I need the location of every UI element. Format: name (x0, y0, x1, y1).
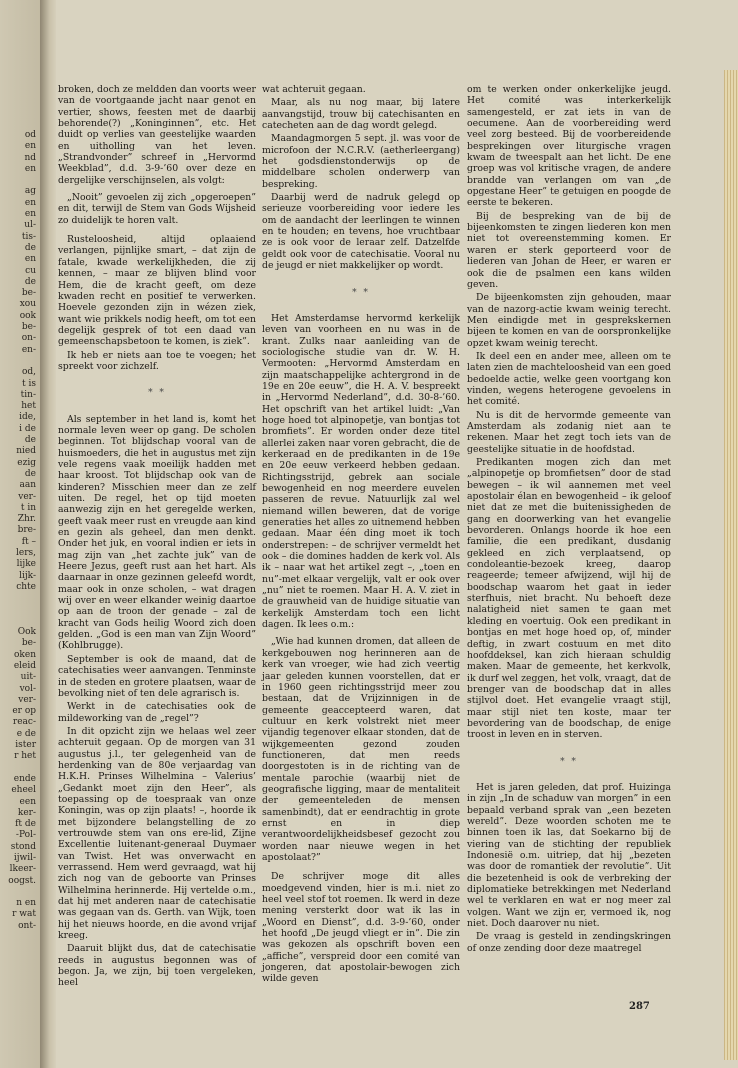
margin-fragment: de (24, 468, 36, 479)
margin-fragment: be- (21, 288, 36, 299)
margin-fragment: de (24, 276, 36, 287)
margin-fragment: ister (15, 740, 36, 751)
margin-fragment: od, (21, 367, 36, 378)
margin-fragment: en (24, 141, 36, 152)
margin-fragment: -Pol- (15, 830, 36, 841)
margin-fragment: ont- (18, 920, 36, 931)
margin-fragment (0, 604, 40, 615)
margin-fragment: oken (14, 649, 36, 660)
margin-fragment: ker- (17, 807, 36, 818)
margin-fragment: r het (14, 751, 36, 762)
text-column-2 (262, 84, 460, 987)
quoted-paragraph: „Wie had kunnen dromen, dat alleen de kerkgebouwen nog herinneren aan de kerk van vroeger, wie had zich veertig jaar geleden kunnen voorstellen, dat er in 1960 geen richtingsstrijd meer zou bestaan, dat de Vrijzinnigen in de gemeente geaccepteerd waren, dat cultuur en kerk volstrekt niet meer vijandig tegenover elkaar stonden, dat de wijkgemeenten gezond zouden functioneren, dat men reeds doorgestoten is in de richting van de mentale parochie (waarbij niet de geografische ligging, maar de mentaliteit der gemeenteleden de mensen samenbindt), dat er eendrachtig in grote ernst en in diep verantwoordelijkheidsbesef gezocht zou worden naar nieuwe wegen in het apostolaat?” (262, 636, 460, 863)
margin-fragment (0, 593, 40, 604)
margin-fragment (0, 356, 40, 367)
margin-fragment: lers, (16, 547, 36, 558)
paragraph: Ik deel een en ander mee, alleen om te laten zien de machteloosheid van een goed bedoelde actie, welke geen voortgang kon vinden, wegens heterogene gevoelens in het comité. (467, 350, 671, 408)
margin-fragment (0, 175, 40, 186)
margin-fragment: bre- (17, 525, 36, 536)
paragraph: broken, doch ze meldden dan voorts weer van de voortgaande jacht naar genot en vertier, shows, feesten met de daarbij behorende(?) „Koninginnen”, etc. Het duidt op verlies van geestelijke waarden en uitholling van het leven. „Strandvonder” schreef in „Hervormd Weekblad”, d.d. 3-9-’60 over deze en dergelijke verschijnselen, als volgt: (58, 84, 256, 186)
margin-fragment: en (24, 254, 36, 265)
paragraph: Predikanten mogen zich dan met „alpinopetje op bromfietsen” door de stad bewegen – ik wil aannemen met veel apostolair élan en bewogenheid – ik geloof niet dat ze met die buitenissigheden de gang en doorwerking van het evangelie bevorderen. Onlangs hoorde ik hoe een familie, die een predikant, dusdanig gekleed en zich verplaatsend, op condoleantie-bezoek kreeg, daarop reageerde; temeer afwijzend, wijl hij de boodschap waarom het gaat in ieder sterfhuis, niet bracht. Nu behoeft deze nalatigheid niet samen te gaan met kleding en voertuig. Ook een predikant in bontjas en met hoge hoed op, of, minder deftig, in zwart costuum en met dito hoofddeksel, kan zich hieraan schuldig maken. Maar de gemeente, het kerkvolk, ik durf wel zeggen, het volk, vraagt, dat de brenger van de boodschap dat in alles stijlvol doet. Het evangelie vraagt stijl, maar stijl niet ten koste, maar ter bevordering van de boodschap, de enige troost in leven en in sterven. (467, 457, 671, 741)
margin-fragment (0, 763, 40, 774)
margin-fragment: t is (22, 378, 36, 389)
paragraph: Bij de bespreking van de bij de bijeenkomsten te zingen liederen kon men niet tot overeenstemming komen. Er waren er sterk geporteerd voor de liederen van Johan de Heer, er waren er ook die de psalmen een kans wilden geven. (467, 210, 671, 290)
margin-fragment: od (24, 130, 36, 140)
margin-fragment: lkeer- (9, 864, 36, 875)
margin-fragment: ezig (17, 457, 36, 468)
section-divider: * * (148, 388, 166, 399)
margin-fragment: Ook (17, 627, 36, 638)
paragraph: De schrijver moge dit alles moedgevend vinden, hier is m.i. niet zo heel veel stof tot roemen. Ik werd in deze mening versterkt door wat ik las in „Woord en Dienst”, d.d. 3-9-’60, onder het hoofd „De jeugd vliegt er in”. Die zin was gekozen als opschrift boven een „affiche”, verspreid door een comité van jongeren, dat apostolair-bewogen zich wilde geven (262, 871, 460, 985)
margin-fragment: vol- (19, 683, 36, 694)
margin-fragment: chte (16, 581, 36, 592)
margin-fragment: ag (24, 186, 36, 197)
margin-fragment: ook (19, 310, 36, 321)
margin-fragment: stond (10, 841, 36, 852)
margin-fragment: er op (12, 706, 36, 717)
margin-fragment: aan (19, 480, 36, 491)
paragraph: Rusteloosheid, altijd oplaaiend verlangen, pijnlijke smart, – dat zijn de fatale, kwade werkelijkheden, die zij kennen, – maar ze blijven blind voor Hem, die de kracht geeft, om deze kwaden recht en positief te verwerken. Hoevele gezonden zijn in wézen ziek, want wie prikkels nodig heeft, om tot een degelijk gesprek of tot een daad van gemeenschapsbetoon te komen, is ziek”. (58, 234, 256, 348)
paragraph: In dit opzicht zijn we helaas wel zeer achteruit gegaan. Op de morgen van 31 augustus j.l., ter gelegenheid van de herdenking van de 80e verjaardag van H.K.H. Prinses Wilhelmina – Valerius’ „Gedankt moet zijn den Heer”, als toepassing op de toespraak van onze Koningin, was op zijn plaats! –, hoorde ik met bijzondere belangstelling de zo vertrouwde stem van ons ere-lid, Zijne Excellentie luitenant-generaal Duymaer van Twist. Het was onverwacht en verrassend. Hem werd gevraagd, wat hij zich nog van de geboorte van Prinses Wilhelmina herinnerde. Hij vertelde o.m., dat hij met anderen naar de catechisatie was gegaan van ds. Gerth. van Wijk, toen hij het nieuws hoorde, en die avond vrijaf kreeg. (58, 725, 256, 942)
book-gutter (40, 0, 56, 1068)
margin-fragment: ul- (24, 220, 36, 231)
paragraph: Het Amsterdamse hervormd kerkelijk leven van voorheen en nu was in de krant. Zulks naar aanleiding van de sociologische studie van dr. W. H. Vermooten: „Hervormd Amsterdam en zijn maatschappelijke achtergrond in de 19e en 20e eeuw”, die H. A. V. bespreekt in „Hervormd Nederland”, d.d. 30-8-’60. Het opschrift van het artikel luidt: „Van hoge hoed tot alpinopetje, van bontjas tot bromfiets”. Er worden onder deze titel allerlei zaken naar voren gebracht, die de kerkeraad en de predikanten in de 19e en 20e eeuw verkeerd hebben gedaan. Richtingsstrijd, gebrek aan sociale bewogenheid en nog meerdere euvelen passeren de revue. Natuurlijk zal wel niemand willen beweren, dat de vorige generaties het alles zo uitnemend hebben gedaan. Maar één ding moet ik toch onderstrepen: – de schrijver vermeldt het ook – die domines hadden de kerk vol. Als ik – naar wat het artikel zegt –, „toen en nu”-met elkaar vergelijk, valt er ook over „nu” niet te roemen. Maar H. A. V. ziet in de grauwheid van de huidige situatie van kerkelijk Amsterdam toch een licht dagen. Ik lees o.m.: (262, 312, 460, 631)
margin-fragment: Zhr. (17, 514, 36, 525)
paragraph: Maar, als nu nog maar, bij latere aanvangstijd, trouw bij catechisanten en catecheten aan de dag wordt gelegd. (262, 97, 460, 132)
margin-fragment: reac- (12, 717, 36, 728)
paragraph: Maandagmorgen 5 sept. jl. was voor de microfoon der N.C.R.V. (aetherleergang) het godsdienstonderwijs op de middelbare scholen onderwerp van bespreking. (262, 133, 460, 190)
page-number: 287 (629, 1001, 650, 1012)
margin-fragment: xou (19, 299, 36, 310)
paragraph: Nu is dit de hervormde gemeente van Amsterdam als zodanig niet aan te rekenen. Maar het zegt toch iets van de geestelijke situatie in de hoofdstad. (467, 409, 671, 455)
margin-fragment: en (24, 209, 36, 220)
margin-fragment: be- (21, 638, 36, 649)
margin-fragment: ft – (21, 536, 36, 547)
margin-fragment: uit- (20, 672, 36, 683)
page-edge (724, 70, 738, 1060)
margin-fragment: eheel (11, 785, 36, 796)
margin-fragment: het (21, 401, 36, 412)
section-divider: * * (352, 287, 370, 298)
margin-fragment: ijwil- (13, 853, 36, 863)
paragraph: Daarbij werd de nadruk gelegd op serieuze voorbereiding voor iedere les om de aandacht der leerlingen te winnen en te houden; en tevens, hoe vruchtbaar ze is ook voor de leraar zelf. Datzelfde geldt ook voor de catechisatie. Vooral nu de jeugd er niet makkelijker op wordt. (262, 192, 460, 272)
margin-fragment: on- (21, 333, 36, 344)
margin-fragment: t in (20, 502, 36, 513)
paragraph: Daaruit blijkt dus, dat de catechisatie reeds in augustus begonnen was of begon. Ja, we zijn, bij toen vergeleken, heel (58, 943, 256, 989)
margin-fragment: ide, (19, 412, 36, 423)
margin-fragment: n en (16, 898, 36, 909)
margin-fragment: nied (16, 446, 36, 457)
quoted-paragraph: „Nooit” gevoelen zij zich „opgeroepen” en dit, terwijl de Stem van Gods Wijsheid zo duidelijk te horen valt. (58, 192, 256, 226)
margin-fragment: ver- (18, 491, 36, 502)
paragraph: Werkt in de catechisaties ook de mildeworking van de „regel”? (58, 701, 256, 724)
margin-fragment: oogst. (8, 875, 36, 886)
margin-fragment: en- (21, 344, 36, 355)
margin-fragment: de (24, 435, 36, 446)
text-column-1 (58, 84, 256, 991)
margin-fragment: be- (21, 322, 36, 333)
paragraph: September is ook de maand, dat de catechisaties weer aanvangen. Tenminste in de steden en grotere plaatsen, waar de bevolking niet of ten dele agrarisch is. (58, 653, 256, 699)
previous-page-margin (0, 0, 41, 1068)
margin-fragment (0, 887, 40, 898)
paragraph: De bijeenkomsten zijn gehouden, maar van de nazorg-actie kwam weinig terecht. Men eindigde met in gesprekskernen bijeen te komen en van de oorspronkelijke opzet kwam weinig terecht. (467, 292, 671, 349)
margin-fragment (0, 616, 40, 627)
margin-fragment: lijk- (19, 570, 36, 581)
paragraph: De vraag is gesteld in zendingskringen of onze zending door deze maatregel (467, 931, 671, 954)
margin-fragment: ft de (15, 819, 36, 830)
margin-fragment: i de (19, 423, 36, 434)
paragraph: Ik heb er niets aan toe te voegen; het spreekt voor zichzelf. (58, 349, 256, 372)
margin-fragment: ende (13, 773, 36, 784)
margin-fragment: eleid (13, 660, 36, 671)
margin-fragment: r wat (12, 909, 36, 920)
margin-fragment: cu (25, 265, 36, 276)
margin-fragment: de (24, 242, 36, 253)
paragraph: Het is jaren geleden, dat prof. Huizinga in zijn „In de schaduw van morgen” in een bepaald verband sprak van „een bezeten wereld”. Deze woorden schoten me te binnen toen ik las, dat Soekarno bij de viering van de stichting der republiek Indonesië o.m. uitriep, dat hij „bezeten was door de romantiek der revolutie”. Uit die bezetenheid is ook de verbreking der diplomatieke betrekkingen met Nederland wel te verklaren en wat er nog meer zal volgen. Want we zijn er, vermoed ik, nog niet. Doch daarover nu niet. (467, 781, 671, 930)
margin-fragment: lijke (16, 559, 36, 570)
margin-fragment: nd (24, 152, 36, 163)
section-divider: * * (560, 756, 578, 767)
margin-fragment: ver- (18, 694, 36, 705)
margin-fragment: tis- (21, 231, 36, 242)
margin-fragment: tin- (20, 389, 36, 400)
margin-fragment: een (19, 796, 36, 807)
margin-fragment: e de (16, 728, 36, 739)
margin-fragment: en (24, 163, 36, 174)
paragraph: Als september in het land is, komt het normale leven weer op gang. De scholen beginnen. Tot blijdschap vooral van de huismoeders, die het in augustus met zijn vele regens vaak moeilijk hadden met haar kroost. Tot blijdschap ook van de kinderen? Misschien meer dan ze zelf uiten. De regel, het op tijd moeten aanwezig zijn en het geregelde werken, geeft vaak meer rust en vreugde aan kind en gezin als geheel, dan men denkt. Onder het juk, en vooral indien er iets in mag zijn van „het zachte juk” van de Heere Jezus, geeft rust aan het hart. Als daarnaar in onze gezinnen geleefd wordt, maar ook in onze scholen, – wat dragen wij over en weer elkander weinig daartoe op aan de troon der genade – zal de kracht van Gods heilig Woord zich doen gelden. „God is een man van Zijn Woord” (Kohlbrugge). (58, 413, 256, 652)
paragraph: wat achteruit gegaan. (262, 84, 366, 95)
text-column-3 (467, 84, 671, 956)
margin-fragment: en (24, 197, 36, 208)
paragraph: om te werken onder onkerkelijke jeugd. Het comité was interkerkelijk samengesteld, er zat iets in van de oecumene. Aan de voorbereiding werd veel zorg besteed. Bij de voorbereidende besprekingen over liturgische vragen kwam de tweespalt aan het licht. De ene groep was vol kritische vragen, de andere brandde van verlangen om van „de opgestane Heer” te getuigen en poogde de eerste te bekeren. (467, 84, 671, 209)
